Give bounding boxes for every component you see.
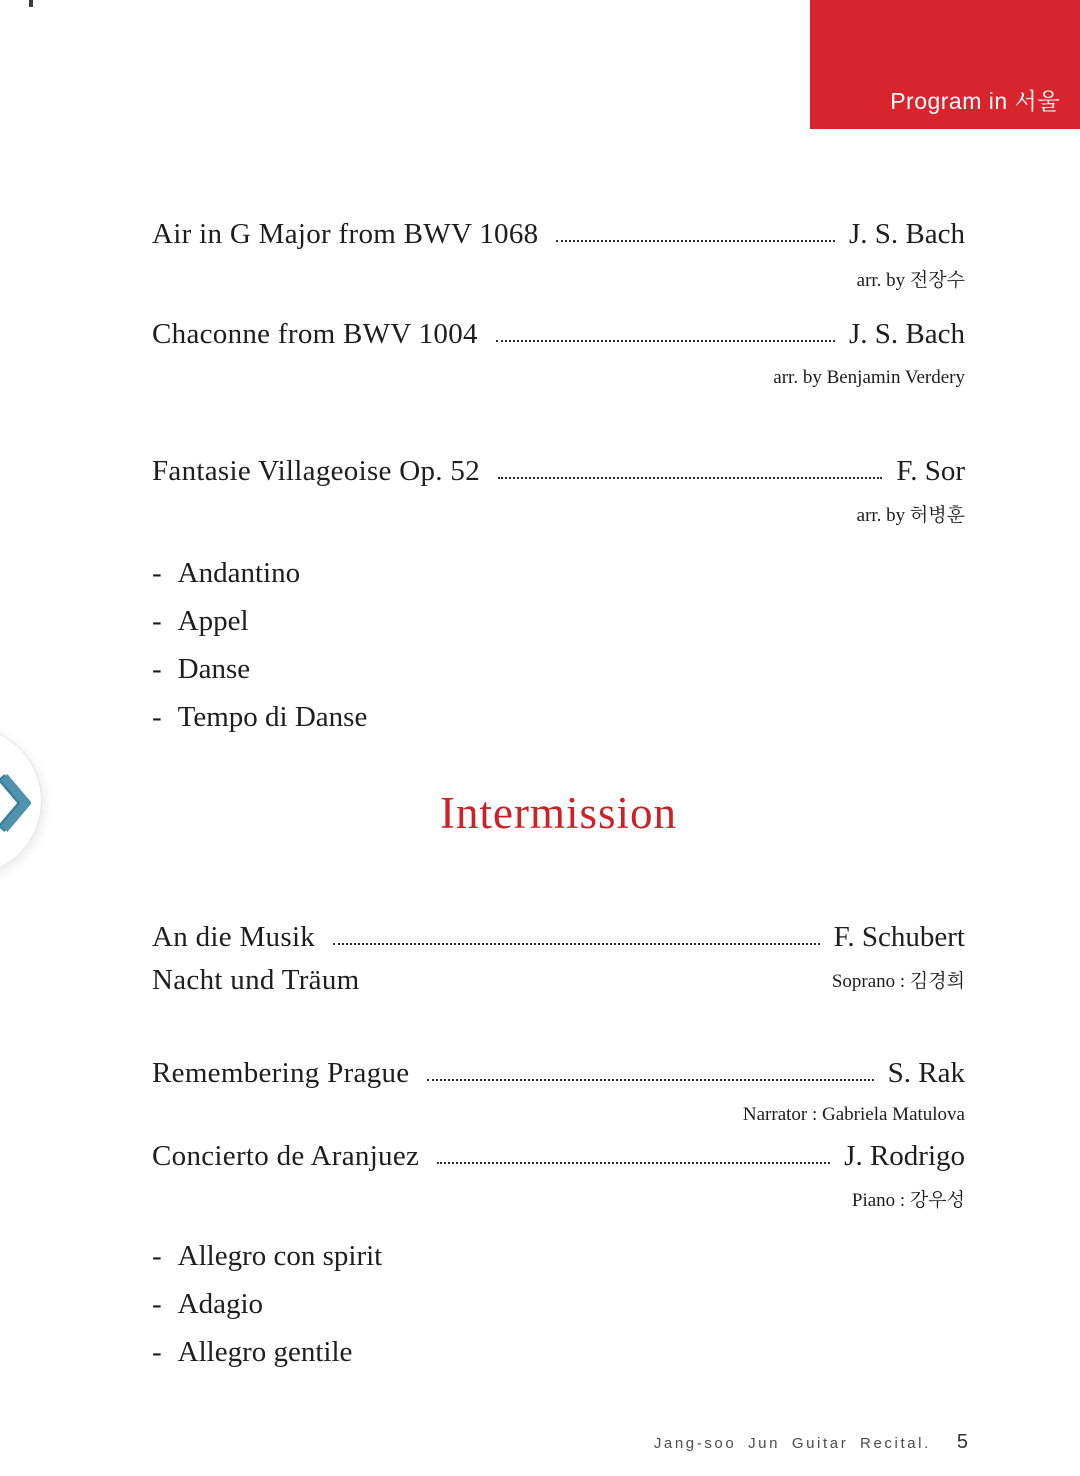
program-row xyxy=(152,218,965,251)
composer-name: F. Schubert xyxy=(833,921,965,953)
arranger-credit: arr. by 허병훈 xyxy=(856,505,965,526)
composer-name: S. Rak xyxy=(887,1057,965,1089)
piece-title: Remembering Prague xyxy=(152,1057,410,1089)
movement-item xyxy=(152,1232,965,1280)
movement-item xyxy=(152,1328,965,1376)
movement-label: Tempo di Danse xyxy=(177,701,368,733)
movement-dash: - xyxy=(152,653,162,685)
page-corner-artifact xyxy=(29,0,33,7)
movement-dash: - xyxy=(152,1288,162,1320)
program-content xyxy=(152,0,965,1376)
program-row xyxy=(152,318,965,351)
program-row xyxy=(152,921,965,954)
movement-label: Allegro gentile xyxy=(177,1336,353,1368)
movement-list xyxy=(152,1232,965,1376)
movement-dash: - xyxy=(152,1240,162,1272)
movement-label: Allegro con spirit xyxy=(177,1240,383,1272)
intermission-heading: Intermission xyxy=(440,788,677,838)
movement-dash: - xyxy=(152,557,162,589)
arranger-credit: arr. by Benjamin Verdery xyxy=(773,367,965,388)
movement-label: Danse xyxy=(177,653,251,685)
movement-label: Appel xyxy=(177,605,249,637)
next-page-button[interactable] xyxy=(0,726,42,876)
piece-title: Fantasie Villageoise Op. 52 xyxy=(152,455,480,487)
composer-name: F. Sor xyxy=(896,455,965,487)
movement-list xyxy=(152,549,965,741)
movement-label: Andantino xyxy=(177,557,301,589)
dotted-leader xyxy=(556,240,835,242)
movement-item xyxy=(152,645,965,693)
composer-name: J. S. Bach xyxy=(849,318,965,350)
movement-item xyxy=(152,549,965,597)
program-row xyxy=(152,455,965,488)
piece-title: Chaconne from BWV 1004 xyxy=(152,318,478,350)
arranger-credit: arr. by 전장수 xyxy=(856,270,965,291)
movement-item xyxy=(152,597,965,645)
banner-label: Program in 서울 xyxy=(890,88,1060,114)
program-row xyxy=(152,1057,965,1090)
piece-title: Nacht und Träum xyxy=(152,964,360,996)
movement-item xyxy=(152,693,965,741)
movement-label: Adagio xyxy=(177,1288,264,1320)
program-row xyxy=(152,1140,965,1173)
composer-name: J. Rodrigo xyxy=(844,1140,965,1172)
performer-credit: Soprano : 김경희 xyxy=(831,971,965,992)
performer-credit: Piano : 강우성 xyxy=(851,1190,965,1211)
composer-name: J. S. Bach xyxy=(849,218,965,250)
page-footer xyxy=(654,1431,968,1454)
dotted-leader xyxy=(498,477,882,479)
dotted-leader xyxy=(427,1079,873,1081)
chevron-right-icon xyxy=(0,773,31,833)
dotted-leader xyxy=(437,1162,830,1164)
performer-credit: Narrator : Gabriela Matulova xyxy=(742,1104,965,1125)
piece-title: Air in G Major from BWV 1068 xyxy=(152,218,539,250)
movement-item xyxy=(152,1280,965,1328)
dotted-leader xyxy=(333,943,819,945)
footer-title: Jang-soo Jun Guitar Recital. xyxy=(653,1435,931,1452)
piece-title: An die Musik xyxy=(152,921,316,953)
page-number: 5 xyxy=(956,1431,968,1453)
piece-title: Concierto de Aranjuez xyxy=(152,1140,420,1172)
dotted-leader xyxy=(496,340,835,342)
movement-dash: - xyxy=(152,1336,162,1368)
movement-dash: - xyxy=(152,701,162,733)
program-row xyxy=(152,964,965,997)
movement-dash: - xyxy=(152,605,162,637)
